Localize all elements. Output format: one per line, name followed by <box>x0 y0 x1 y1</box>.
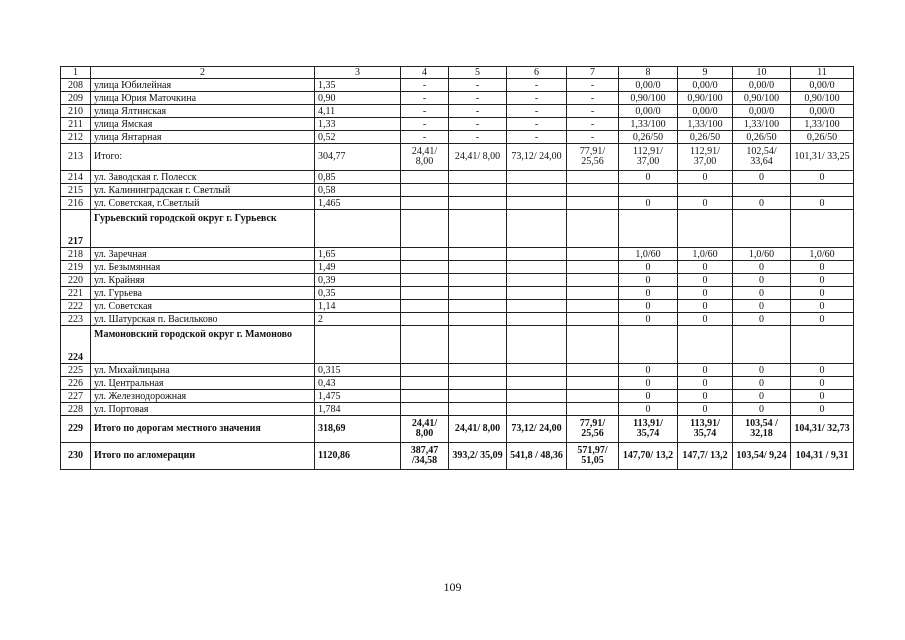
indicator-value: - <box>449 105 507 118</box>
indicator-value: 1,0/60 <box>619 248 678 261</box>
indicator-value: 0 <box>733 313 791 326</box>
indicator-value <box>507 377 567 390</box>
indicator-value: 0 <box>619 197 678 210</box>
length-value: 318,69 <box>315 416 401 443</box>
table-row <box>61 313 854 326</box>
length-value: 0,85 <box>315 171 401 184</box>
table-row <box>61 300 854 313</box>
row-number: 213 <box>61 144 91 171</box>
indicator-value: - <box>507 105 567 118</box>
road-name: ул. Безымянная <box>91 261 315 274</box>
indicator-value: 0 <box>791 403 854 416</box>
road-name: ул. Калининградская г. Светлый <box>91 184 315 197</box>
row-number: 218 <box>61 248 91 261</box>
road-name: улица Янтарная <box>91 131 315 144</box>
indicator-value <box>619 210 678 248</box>
indicator-value: 1,33/100 <box>791 118 854 131</box>
row-number: 229 <box>61 416 91 443</box>
road-name: ул. Портовая <box>91 403 315 416</box>
indicator-value <box>791 184 854 197</box>
indicator-value <box>791 210 854 248</box>
column-number: 2 <box>91 67 315 79</box>
indicator-value: 0 <box>791 313 854 326</box>
indicator-value: 393,2/ 35,09 <box>449 443 507 470</box>
indicator-value <box>401 326 449 364</box>
indicator-value: 0,90/100 <box>733 92 791 105</box>
indicator-value: 0 <box>733 171 791 184</box>
length-value: 0,315 <box>315 364 401 377</box>
table-row <box>61 92 854 105</box>
indicator-value: 0,00/0 <box>791 105 854 118</box>
indicator-value: 0 <box>733 197 791 210</box>
indicator-value: 0,26/50 <box>733 131 791 144</box>
indicator-value: 1,0/60 <box>678 248 733 261</box>
row-number: 223 <box>61 313 91 326</box>
column-number: 11 <box>791 67 854 79</box>
row-number: 220 <box>61 274 91 287</box>
road-name: улица Ямская <box>91 118 315 131</box>
indicator-value <box>567 377 619 390</box>
table-header-row <box>61 67 854 79</box>
table-row <box>61 197 854 210</box>
indicator-value: 77,91/ 25,56 <box>567 416 619 443</box>
indicator-value: 0,00/0 <box>733 79 791 92</box>
column-number: 6 <box>507 67 567 79</box>
indicator-value: - <box>567 131 619 144</box>
indicator-value <box>401 364 449 377</box>
length-value <box>315 326 401 364</box>
indicator-value: 0 <box>678 390 733 403</box>
indicator-value: 0 <box>678 313 733 326</box>
indicator-value <box>567 274 619 287</box>
table-row <box>61 403 854 416</box>
indicator-value <box>449 197 507 210</box>
indicator-value: 73,12/ 24,00 <box>507 416 567 443</box>
indicator-value <box>567 197 619 210</box>
indicator-value <box>567 403 619 416</box>
indicator-value: 0 <box>619 377 678 390</box>
indicator-value: 1,33/100 <box>733 118 791 131</box>
indicator-value: - <box>401 79 449 92</box>
indicator-value: 113,91/ 35,74 <box>678 416 733 443</box>
indicator-value: 104,31 / 9,31 <box>791 443 854 470</box>
indicator-value <box>449 326 507 364</box>
section-row <box>61 210 854 248</box>
indicator-value <box>401 377 449 390</box>
indicator-value <box>507 210 567 248</box>
indicator-value: 0,00/0 <box>619 79 678 92</box>
indicator-value <box>791 326 854 364</box>
indicator-value: 0,26/50 <box>678 131 733 144</box>
indicator-value <box>449 287 507 300</box>
row-number: 210 <box>61 105 91 118</box>
indicator-value <box>567 313 619 326</box>
indicator-value: 73,12/ 24,00 <box>507 144 567 171</box>
road-name: ул. Михайлицына <box>91 364 315 377</box>
indicator-value <box>449 248 507 261</box>
indicator-value: - <box>507 92 567 105</box>
indicator-value <box>567 364 619 377</box>
indicator-value <box>449 184 507 197</box>
row-number: 209 <box>61 92 91 105</box>
roads-table <box>60 66 854 470</box>
total-row <box>61 144 854 171</box>
indicator-value <box>449 210 507 248</box>
indicator-value: 0,00/0 <box>678 79 733 92</box>
indicator-value: - <box>507 131 567 144</box>
indicator-value <box>449 390 507 403</box>
road-name: ул. Заводская г. Полесск <box>91 171 315 184</box>
indicator-value: 0 <box>791 300 854 313</box>
indicator-value <box>678 326 733 364</box>
indicator-value: 0 <box>619 403 678 416</box>
indicator-value: 0 <box>733 261 791 274</box>
indicator-value <box>449 171 507 184</box>
road-name: ул. Шатурская п. Васильково <box>91 313 315 326</box>
length-value: 1,475 <box>315 390 401 403</box>
row-number: 211 <box>61 118 91 131</box>
indicator-value: 0 <box>733 390 791 403</box>
road-name: улица Юрия Маточкина <box>91 92 315 105</box>
indicator-value: 0 <box>678 274 733 287</box>
column-number: 9 <box>678 67 733 79</box>
indicator-value: - <box>401 92 449 105</box>
indicator-value <box>733 210 791 248</box>
indicator-value <box>401 248 449 261</box>
length-value <box>315 210 401 248</box>
indicator-value: 147,70/ 13,2 <box>619 443 678 470</box>
indicator-value: 0,26/50 <box>619 131 678 144</box>
indicator-value <box>507 364 567 377</box>
indicator-value <box>401 274 449 287</box>
indicator-value: 0 <box>678 300 733 313</box>
road-name: Итого: <box>91 144 315 171</box>
indicator-value: 0 <box>619 364 678 377</box>
indicator-value <box>507 300 567 313</box>
indicator-value: 0 <box>678 364 733 377</box>
indicator-value: 0 <box>791 197 854 210</box>
length-value: 0,52 <box>315 131 401 144</box>
indicator-value: 0 <box>791 274 854 287</box>
indicator-value <box>567 300 619 313</box>
indicator-value: 1,0/60 <box>791 248 854 261</box>
indicator-value: 1,33/100 <box>678 118 733 131</box>
indicator-value <box>567 261 619 274</box>
road-name: ул. Гурьева <box>91 287 315 300</box>
indicator-value <box>567 171 619 184</box>
indicator-value: 0 <box>619 390 678 403</box>
indicator-value: - <box>449 118 507 131</box>
indicator-value: 571,97/ 51,05 <box>567 443 619 470</box>
indicator-value: 0 <box>678 287 733 300</box>
indicator-value: 541,8 / 48,36 <box>507 443 567 470</box>
column-number: 5 <box>449 67 507 79</box>
indicator-value: 0 <box>791 171 854 184</box>
row-number: 214 <box>61 171 91 184</box>
indicator-value <box>507 171 567 184</box>
indicator-value: 0,90/100 <box>678 92 733 105</box>
indicator-value: - <box>401 105 449 118</box>
length-value: 304,77 <box>315 144 401 171</box>
indicator-value: 0 <box>678 171 733 184</box>
indicator-value: 101,31/ 33,25 <box>791 144 854 171</box>
indicator-value: 0 <box>619 287 678 300</box>
indicator-value: 0 <box>733 300 791 313</box>
indicator-value: - <box>567 92 619 105</box>
row-number: 221 <box>61 287 91 300</box>
length-value: 4,11 <box>315 105 401 118</box>
length-value: 1,33 <box>315 118 401 131</box>
table-row <box>61 171 854 184</box>
total-row <box>61 416 854 443</box>
column-number: 1 <box>61 67 91 79</box>
length-value: 0,90 <box>315 92 401 105</box>
indicator-value <box>507 197 567 210</box>
indicator-value: 0 <box>619 261 678 274</box>
indicator-value: 113,91/ 35,74 <box>619 416 678 443</box>
indicator-value <box>401 171 449 184</box>
row-number: 228 <box>61 403 91 416</box>
indicator-value: 0 <box>733 403 791 416</box>
indicator-value: 0,00/0 <box>733 105 791 118</box>
total-row <box>61 443 854 470</box>
table-row <box>61 274 854 287</box>
indicator-value: - <box>449 79 507 92</box>
indicator-value: 0 <box>619 274 678 287</box>
indicator-value: 104,31/ 32,73 <box>791 416 854 443</box>
indicator-value: 147,7/ 13,2 <box>678 443 733 470</box>
table-row <box>61 377 854 390</box>
table-row <box>61 364 854 377</box>
indicator-value: 0 <box>733 274 791 287</box>
indicator-value: 0 <box>791 364 854 377</box>
row-number: 222 <box>61 300 91 313</box>
indicator-value: 24,41/ 8,00 <box>401 144 449 171</box>
indicator-value <box>401 184 449 197</box>
indicator-value: - <box>507 79 567 92</box>
indicator-value <box>507 326 567 364</box>
road-name: улица Юбилейная <box>91 79 315 92</box>
indicator-value: 0 <box>733 287 791 300</box>
indicator-value: 0 <box>733 364 791 377</box>
indicator-value <box>567 184 619 197</box>
road-name: ул. Советская, г.Светлый <box>91 197 315 210</box>
indicator-value <box>401 197 449 210</box>
indicator-value <box>507 403 567 416</box>
indicator-value <box>449 274 507 287</box>
column-number: 8 <box>619 67 678 79</box>
row-number: 215 <box>61 184 91 197</box>
road-name: ул. Советская <box>91 300 315 313</box>
indicator-value: 0 <box>678 197 733 210</box>
indicator-value <box>567 326 619 364</box>
length-value: 2 <box>315 313 401 326</box>
indicator-value: 103,54/ 9,24 <box>733 443 791 470</box>
indicator-value: 24,41/ 8,00 <box>449 416 507 443</box>
indicator-value <box>507 274 567 287</box>
indicator-value: 0 <box>791 390 854 403</box>
indicator-value <box>401 287 449 300</box>
indicator-value <box>567 287 619 300</box>
road-name: Итого по агломерации <box>91 443 315 470</box>
row-number: 212 <box>61 131 91 144</box>
table-row <box>61 105 854 118</box>
indicator-value: - <box>401 131 449 144</box>
length-value: 1,49 <box>315 261 401 274</box>
indicator-value: 24,41/ 8,00 <box>401 416 449 443</box>
indicator-value: 0,00/0 <box>791 79 854 92</box>
indicator-value: - <box>567 118 619 131</box>
row-number: 226 <box>61 377 91 390</box>
indicator-value: 0 <box>619 171 678 184</box>
table-row <box>61 131 854 144</box>
indicator-value: 103,54 / 32,18 <box>733 416 791 443</box>
page-number: 109 <box>443 580 462 594</box>
row-number: 208 <box>61 79 91 92</box>
indicator-value: 0 <box>678 377 733 390</box>
indicator-value: 0 <box>791 287 854 300</box>
column-number: 7 <box>567 67 619 79</box>
indicator-value <box>449 364 507 377</box>
indicator-value <box>567 248 619 261</box>
column-number: 10 <box>733 67 791 79</box>
indicator-value: 0 <box>619 313 678 326</box>
table-row <box>61 390 854 403</box>
indicator-value <box>401 210 449 248</box>
indicator-value <box>678 184 733 197</box>
indicator-value <box>449 377 507 390</box>
indicator-value: - <box>449 92 507 105</box>
indicator-value <box>401 300 449 313</box>
indicator-value <box>507 287 567 300</box>
indicator-value <box>507 261 567 274</box>
indicator-value <box>567 390 619 403</box>
length-value: 1,35 <box>315 79 401 92</box>
length-value: 1,65 <box>315 248 401 261</box>
indicator-value: 0 <box>678 403 733 416</box>
indicator-value: 0,00/0 <box>678 105 733 118</box>
indicator-value: 1,33/100 <box>619 118 678 131</box>
row-number: 216 <box>61 197 91 210</box>
indicator-value: - <box>449 131 507 144</box>
indicator-value <box>507 184 567 197</box>
road-name: Гурьевский городской округ г. Гурьевск <box>91 210 315 248</box>
indicator-value: - <box>507 118 567 131</box>
indicator-value <box>449 313 507 326</box>
indicator-value: 0,90/100 <box>619 92 678 105</box>
road-name: улица Ялтинская <box>91 105 315 118</box>
indicator-value: - <box>567 105 619 118</box>
table-row <box>61 184 854 197</box>
row-number: 230 <box>61 443 91 470</box>
indicator-value: 0 <box>619 300 678 313</box>
indicator-value <box>401 313 449 326</box>
length-value: 0,39 <box>315 274 401 287</box>
road-name: Мамоновский городской округ г. Мамоново <box>91 326 315 364</box>
indicator-value <box>619 184 678 197</box>
road-name: ул. Центральная <box>91 377 315 390</box>
indicator-value: 1,0/60 <box>733 248 791 261</box>
indicator-value: 77,91/ 25,56 <box>567 144 619 171</box>
column-number: 3 <box>315 67 401 79</box>
indicator-value: 112,91/ 37,00 <box>619 144 678 171</box>
table-row <box>61 248 854 261</box>
length-value: 0,43 <box>315 377 401 390</box>
indicator-value: 0 <box>733 377 791 390</box>
indicator-value <box>449 403 507 416</box>
length-value: 1,784 <box>315 403 401 416</box>
indicator-value <box>733 184 791 197</box>
indicator-value: 0 <box>791 261 854 274</box>
indicator-value <box>449 261 507 274</box>
indicator-value: 0,90/100 <box>791 92 854 105</box>
length-value: 1120,86 <box>315 443 401 470</box>
road-name: Итого по дорогам местного значения <box>91 416 315 443</box>
length-value: 1,14 <box>315 300 401 313</box>
row-number: 217 <box>61 210 91 248</box>
indicator-value: - <box>567 79 619 92</box>
indicator-value <box>619 326 678 364</box>
indicator-value <box>507 248 567 261</box>
indicator-value <box>678 210 733 248</box>
row-number: 219 <box>61 261 91 274</box>
section-row <box>61 326 854 364</box>
table-row <box>61 261 854 274</box>
indicator-value: 0 <box>791 377 854 390</box>
row-number: 224 <box>61 326 91 364</box>
row-number: 225 <box>61 364 91 377</box>
indicator-value: 112,91/ 37,00 <box>678 144 733 171</box>
indicator-value: 387,47 /34,58 <box>401 443 449 470</box>
indicator-value <box>507 390 567 403</box>
indicator-value: 0 <box>678 261 733 274</box>
indicator-value: 102,54/ 33,64 <box>733 144 791 171</box>
road-name: ул. Заречная <box>91 248 315 261</box>
indicator-value: 24,41/ 8,00 <box>449 144 507 171</box>
table-row <box>61 118 854 131</box>
indicator-value <box>401 390 449 403</box>
length-value: 0,58 <box>315 184 401 197</box>
indicator-value <box>507 313 567 326</box>
road-name: ул. Крайняя <box>91 274 315 287</box>
indicator-value <box>401 261 449 274</box>
table-row <box>61 287 854 300</box>
indicator-value <box>733 326 791 364</box>
row-number: 227 <box>61 390 91 403</box>
road-name: ул. Железнодорожная <box>91 390 315 403</box>
indicator-value <box>401 403 449 416</box>
table-row <box>61 79 854 92</box>
indicator-value <box>449 300 507 313</box>
length-value: 1,465 <box>315 197 401 210</box>
column-number: 4 <box>401 67 449 79</box>
indicator-value <box>567 210 619 248</box>
indicator-value: 0,26/50 <box>791 131 854 144</box>
indicator-value: 0,00/0 <box>619 105 678 118</box>
indicator-value: - <box>401 118 449 131</box>
length-value: 0,35 <box>315 287 401 300</box>
